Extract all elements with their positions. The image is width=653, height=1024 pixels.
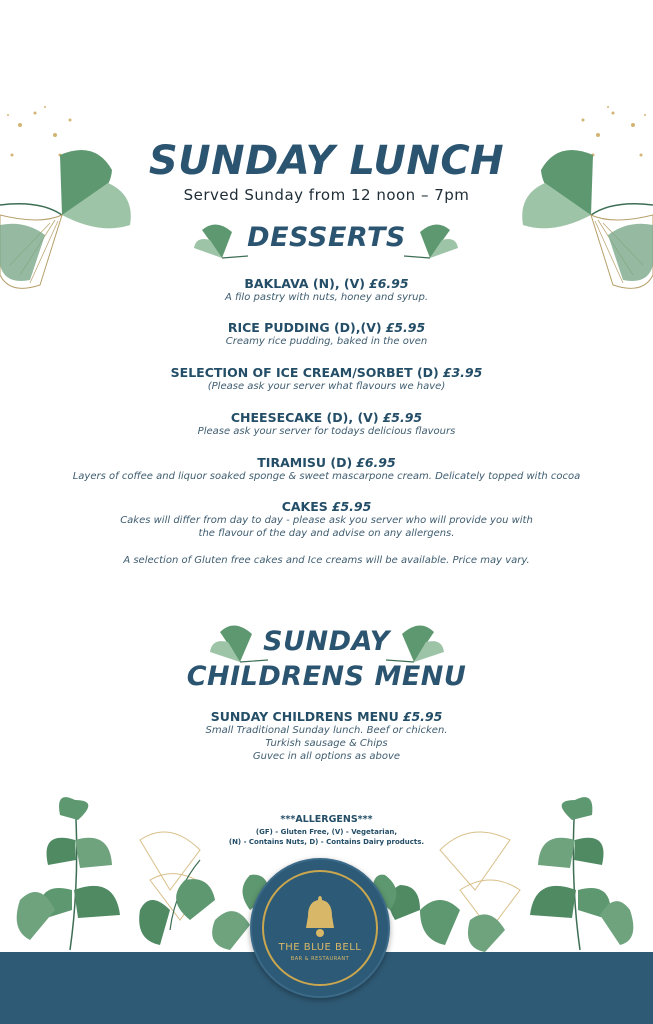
item-description: A filo pastry with nuts, honey and syrup. <box>224 292 429 303</box>
item-description: Cakes will differ from day to day - please ask you server who will provide you with <box>120 515 533 526</box>
item-name: SUNDAY CHILDRENS MENU <box>210 709 399 724</box>
logo-tagline: BAR & RESTAURANT <box>290 956 350 962</box>
item-price: £3.95 <box>442 365 483 380</box>
gluten-free-note: A selection of Gluten free cakes and Ice creams will be available. Price may vary. <box>123 555 530 566</box>
item-price: £5.95 <box>331 499 372 514</box>
menu-item <box>0 455 653 483</box>
menu-subtitle: Served Sunday from 12 noon – 7pm <box>183 186 470 204</box>
item-price: £6.95 <box>369 276 409 291</box>
item-description: Small Traditional Sunday lunch. Beef or chicken. <box>205 725 448 736</box>
item-description: Layers of coffee and liquor soaked sponge & sweet mascarpone cream. Delicately topped with cocoa <box>72 471 581 482</box>
item-name: TIRAMISU (D) <box>257 455 353 470</box>
allergens-line: (GF) - Gluten Free, (V) - Vegetarian, <box>255 828 398 836</box>
childrens-heading-line2: CHILDRENS MENU <box>186 661 467 692</box>
item-name: CHEESECAKE (D), (V) <box>230 410 379 425</box>
item-description: Guvec in all options as above <box>252 751 401 762</box>
item-price: £5.95 <box>382 410 423 425</box>
menu-item <box>0 410 653 438</box>
item-price: £6.95 <box>356 455 396 470</box>
menu-item <box>0 320 653 348</box>
item-description: Please ask your server for todays delicious flavours <box>197 426 456 437</box>
logo-badge <box>250 858 390 998</box>
item-description: Turkish sausage & Chips <box>265 738 388 749</box>
menu-item <box>0 276 653 304</box>
item-description: the flavour of the day and advise on any allergens. <box>198 528 455 539</box>
item-description: Creamy rice pudding, baked in the oven <box>225 336 428 347</box>
item-name: BAKLAVA (N), (V) <box>244 276 366 291</box>
logo-name: THE BLUE BELL <box>278 942 362 953</box>
childrens-heading-line1: SUNDAY <box>263 626 390 657</box>
item-price: £5.95 <box>402 709 443 724</box>
menu-item <box>0 709 653 763</box>
allergens-title: ***ALLERGENS*** <box>280 814 373 825</box>
menu-title: SUNDAY LUNCH <box>148 138 505 184</box>
bell-icon <box>300 894 340 940</box>
item-name: SELECTION OF ICE CREAM/SORBET (D) <box>170 365 439 380</box>
item-name: RICE PUDDING (D),(V) <box>227 320 382 335</box>
allergens-line: (N) - Contains Nuts, D) - Contains Dairy products. <box>228 838 425 846</box>
item-description: (Please ask your server what flavours we have) <box>207 381 446 392</box>
menu-item <box>0 365 653 393</box>
desserts-heading: DESSERTS <box>247 222 406 253</box>
item-price: £5.95 <box>385 320 426 335</box>
menu-item <box>0 499 653 540</box>
item-name: CAKES <box>281 499 328 514</box>
